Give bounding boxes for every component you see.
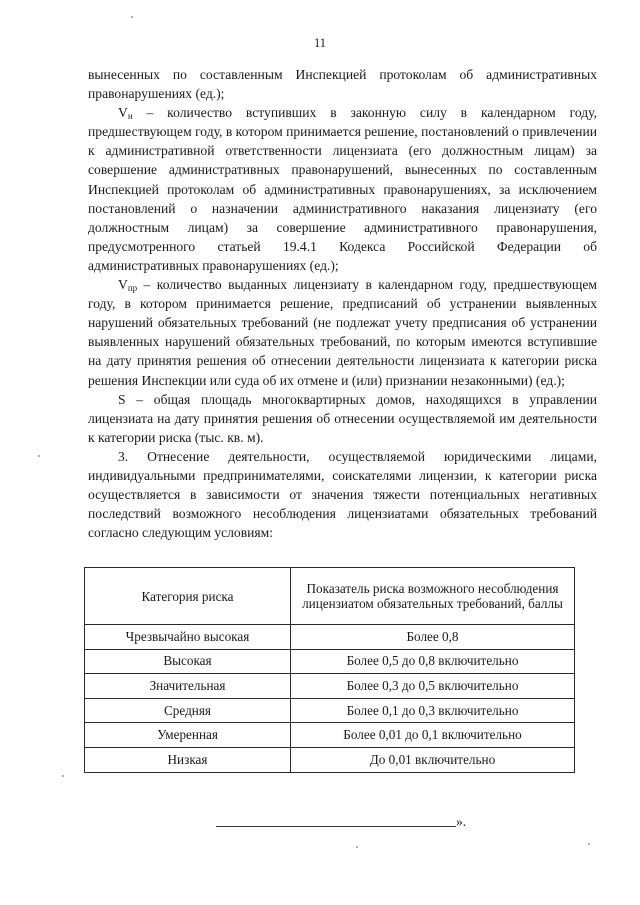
closing-line xyxy=(216,826,456,827)
scan-speck xyxy=(131,16,133,18)
table-row xyxy=(85,747,575,772)
subscript-n: н xyxy=(127,111,133,122)
body-text xyxy=(88,65,597,542)
category-cell: Чрезвычайно высокая xyxy=(85,625,291,650)
category-cell: Низкая xyxy=(85,747,291,772)
paragraph-vpr-definition xyxy=(88,275,597,390)
table-row xyxy=(85,674,575,699)
vpr-definition-text: – количество выданных лицензиату в календарном году, предшествующем году, в котором принимается решение, предписаний об устранении выявленных нарушений обязательных требований (не подлежат учету предписания об устранении выявленных нарушений обязательных требований, по которым имеются вступившие на дату принятия решения об отнесении деятельности лицензиата к категории риска решения Инспекции или суда об их отмене и (или) признании незаконными) (ед.); xyxy=(88,277,597,388)
closing-quote-mark: ». xyxy=(456,814,467,829)
paragraph-item-3: 3. Отнесение деятельности, осуществляемой юридическими лицами, индивидуальными предпринимателями, соискателями лицензии, к категории риска осуществляется в зависимости от значения тяжести потенциальных негативных последствий возможного несоблюдения лицензиатами обязательных требований согласно следующим условиям: xyxy=(88,448,597,541)
scan-speck xyxy=(38,455,40,457)
scan-speck xyxy=(356,846,358,848)
page-number: 11 xyxy=(313,36,327,50)
risk-category-table xyxy=(84,567,575,773)
table-row xyxy=(85,625,575,650)
table-row xyxy=(85,723,575,748)
indicator-cell: Более 0,5 до 0,8 включительно xyxy=(291,649,575,674)
indicator-cell: Более 0,3 до 0,5 включительно xyxy=(291,674,575,699)
paragraph-vn-definition xyxy=(88,103,597,275)
column-header-indicator: Показатель риска возможного несоблюдения лицензиатом обязательных требований, баллы xyxy=(291,568,575,625)
table-row xyxy=(85,649,575,674)
category-cell: Средняя xyxy=(85,698,291,723)
indicator-cell: До 0,01 включительно xyxy=(291,747,575,772)
category-cell: Значительная xyxy=(85,674,291,699)
symbol-v: V xyxy=(118,277,128,293)
scan-speck xyxy=(588,843,590,845)
category-cell: Высокая xyxy=(85,649,291,674)
subscript-pr: пр xyxy=(127,283,138,294)
indicator-cell: Более 0,8 xyxy=(291,625,575,650)
indicator-cell: Более 0,1 до 0,3 включительно xyxy=(291,698,575,723)
indicator-cell: Более 0,01 до 0,1 включительно xyxy=(291,723,575,748)
scan-speck xyxy=(62,775,64,777)
category-cell: Умеренная xyxy=(85,723,291,748)
table-row xyxy=(85,698,575,723)
vn-definition-text: – количество вступивших в законную силу в календарном году, предшествующем году, в котором принимается решение, постановлений о привлечении к административной ответственности лицензиата (его должностным лицам) за совершение административных правонарушений, вынесенных по составленным Инспекцией протоколам об административных правонарушениях, за исключением постановлений о назначении административного наказания лицензиату (его должностным лицам) за совершение административного правонарушения, предусмотренного статьей 19.4.1 Кодекса Российской Федерации об административных правонарушениях (ед.); xyxy=(88,105,597,273)
table-header-row xyxy=(85,568,575,625)
column-header-category: Категория риска xyxy=(85,568,291,625)
paragraph-continuation: вынесенных по составленным Инспекцией протоколам об административных правонарушениях (ед.); xyxy=(88,67,597,102)
paragraph-s-definition: S – общая площадь многоквартирных домов, находящихся в управлении лицензиата на дату принятия решения об отнесении осуществляемой им деятельности к категории риска (тыс. кв. м). xyxy=(88,391,597,445)
symbol-v: V xyxy=(118,105,128,121)
